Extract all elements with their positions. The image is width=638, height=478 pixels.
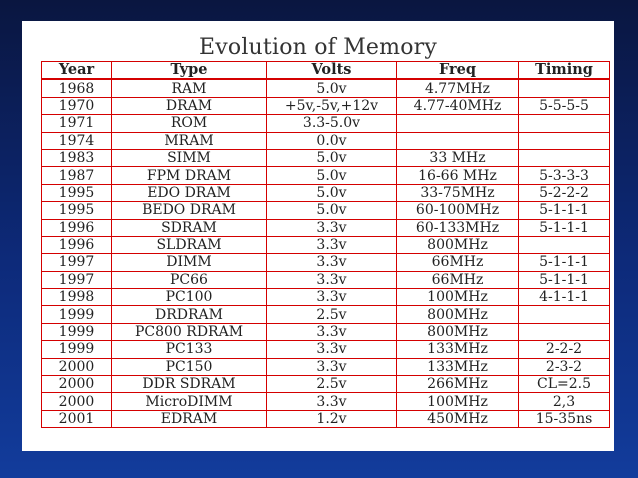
cell-type: PC150 [112,358,267,375]
cell-volts: 3.3v [267,323,397,340]
header-type: Type [112,62,267,80]
table-row [42,306,610,323]
cell-volts: 5.0v [267,149,397,166]
cell-timing: 5-1-1-1 [519,254,610,271]
table-body [42,79,610,427]
table-row [42,149,610,166]
cell-freq: 100MHz [397,289,519,306]
cell-year: 1995 [42,184,112,201]
cell-year: 1999 [42,306,112,323]
header-freq: Freq [397,62,519,80]
cell-type: DDR SDRAM [112,376,267,393]
header-year: Year [42,62,112,80]
cell-year: 1997 [42,254,112,271]
cell-freq: 800MHz [397,323,519,340]
table-row [42,376,610,393]
cell-year: 1998 [42,289,112,306]
cell-volts: 5.0v [267,79,397,97]
cell-timing: 5-3-3-3 [519,167,610,184]
table-row [42,410,610,427]
table-row [42,254,610,271]
cell-type: RAM [112,79,267,97]
cell-volts: 3.3v [267,254,397,271]
cell-freq: 133MHz [397,341,519,358]
cell-type: DRAM [112,97,267,114]
memory-table [41,61,610,428]
cell-volts: 5.0v [267,167,397,184]
cell-year: 2001 [42,410,112,427]
cell-year: 2000 [42,393,112,410]
table-row [42,271,610,288]
cell-timing [519,236,610,253]
cell-freq: 33-75MHz [397,184,519,201]
cell-freq: 66MHz [397,271,519,288]
table-row [42,341,610,358]
cell-year: 1971 [42,115,112,132]
table-row [42,323,610,340]
cell-year: 1983 [42,149,112,166]
cell-timing [519,306,610,323]
cell-timing: 5-5-5-5 [519,97,610,114]
cell-volts: 3.3v [267,393,397,410]
header-volts: Volts [267,62,397,80]
slide [22,21,614,451]
cell-freq: 450MHz [397,410,519,427]
table-row [42,184,610,201]
cell-year: 1996 [42,219,112,236]
cell-volts: 2.5v [267,306,397,323]
table-row [42,236,610,253]
cell-year: 1997 [42,271,112,288]
cell-type: BEDO DRAM [112,202,267,219]
table-row [42,97,610,114]
cell-freq: 33 MHz [397,149,519,166]
cell-volts: +5v,-5v,+12v [267,97,397,114]
cell-timing [519,323,610,340]
cell-timing [519,132,610,149]
cell-volts: 3.3v [267,236,397,253]
cell-volts: 3.3v [267,358,397,375]
cell-freq: 4.77MHz [397,79,519,97]
cell-type: PC800 RDRAM [112,323,267,340]
cell-volts: 3.3v [267,219,397,236]
cell-freq: 60-133MHz [397,219,519,236]
cell-type: SDRAM [112,219,267,236]
cell-freq: 16-66 MHz [397,167,519,184]
table-row [42,393,610,410]
cell-timing [519,149,610,166]
cell-freq: 4.77-40MHz [397,97,519,114]
cell-type: FPM DRAM [112,167,267,184]
cell-freq: 800MHz [397,306,519,323]
cell-timing: CL=2.5 [519,376,610,393]
cell-volts: 3.3-5.0v [267,115,397,132]
cell-timing: 4-1-1-1 [519,289,610,306]
cell-volts: 2.5v [267,376,397,393]
cell-type: ROM [112,115,267,132]
cell-volts: 3.3v [267,341,397,358]
cell-freq [397,115,519,132]
cell-volts: 0.0v [267,132,397,149]
cell-type: EDRAM [112,410,267,427]
cell-year: 1974 [42,132,112,149]
cell-freq: 66MHz [397,254,519,271]
table-row [42,358,610,375]
cell-freq: 100MHz [397,393,519,410]
table-row [42,289,610,306]
cell-year: 1999 [42,341,112,358]
cell-year: 2000 [42,358,112,375]
cell-freq: 133MHz [397,358,519,375]
cell-timing: 5-1-1-1 [519,219,610,236]
cell-year: 1987 [42,167,112,184]
cell-timing: 5-2-2-2 [519,184,610,201]
table-header-row [42,62,610,80]
cell-year: 1995 [42,202,112,219]
cell-volts: 3.3v [267,271,397,288]
cell-freq: 800MHz [397,236,519,253]
cell-timing [519,79,610,97]
slide-title: Evolution of Memory [198,35,437,60]
cell-volts: 5.0v [267,202,397,219]
cell-type: PC100 [112,289,267,306]
table-row [42,115,610,132]
cell-type: SLDRAM [112,236,267,253]
cell-timing: 5-1-1-1 [519,202,610,219]
cell-timing: 2,3 [519,393,610,410]
cell-timing: 2-3-2 [519,358,610,375]
cell-freq: 266MHz [397,376,519,393]
header-timing: Timing [519,62,610,80]
cell-type: MRAM [112,132,267,149]
table-row [42,79,610,97]
cell-type: SIMM [112,149,267,166]
cell-timing: 15-35ns [519,410,610,427]
cell-year: 1970 [42,97,112,114]
cell-freq [397,132,519,149]
table-row [42,219,610,236]
table-row [42,167,610,184]
cell-year: 1996 [42,236,112,253]
cell-volts: 5.0v [267,184,397,201]
table-row [42,202,610,219]
cell-year: 1968 [42,79,112,97]
cell-type: EDO DRAM [112,184,267,201]
cell-volts: 3.3v [267,289,397,306]
cell-timing: 2-2-2 [519,341,610,358]
cell-freq: 60-100MHz [397,202,519,219]
cell-timing: 5-1-1-1 [519,271,610,288]
cell-year: 1999 [42,323,112,340]
cell-type: MicroDIMM [112,393,267,410]
cell-volts: 1.2v [267,410,397,427]
cell-timing [519,115,610,132]
cell-type: PC66 [112,271,267,288]
cell-type: DIMM [112,254,267,271]
cell-type: PC133 [112,341,267,358]
cell-year: 2000 [42,376,112,393]
cell-type: DRDRAM [112,306,267,323]
table-row [42,132,610,149]
